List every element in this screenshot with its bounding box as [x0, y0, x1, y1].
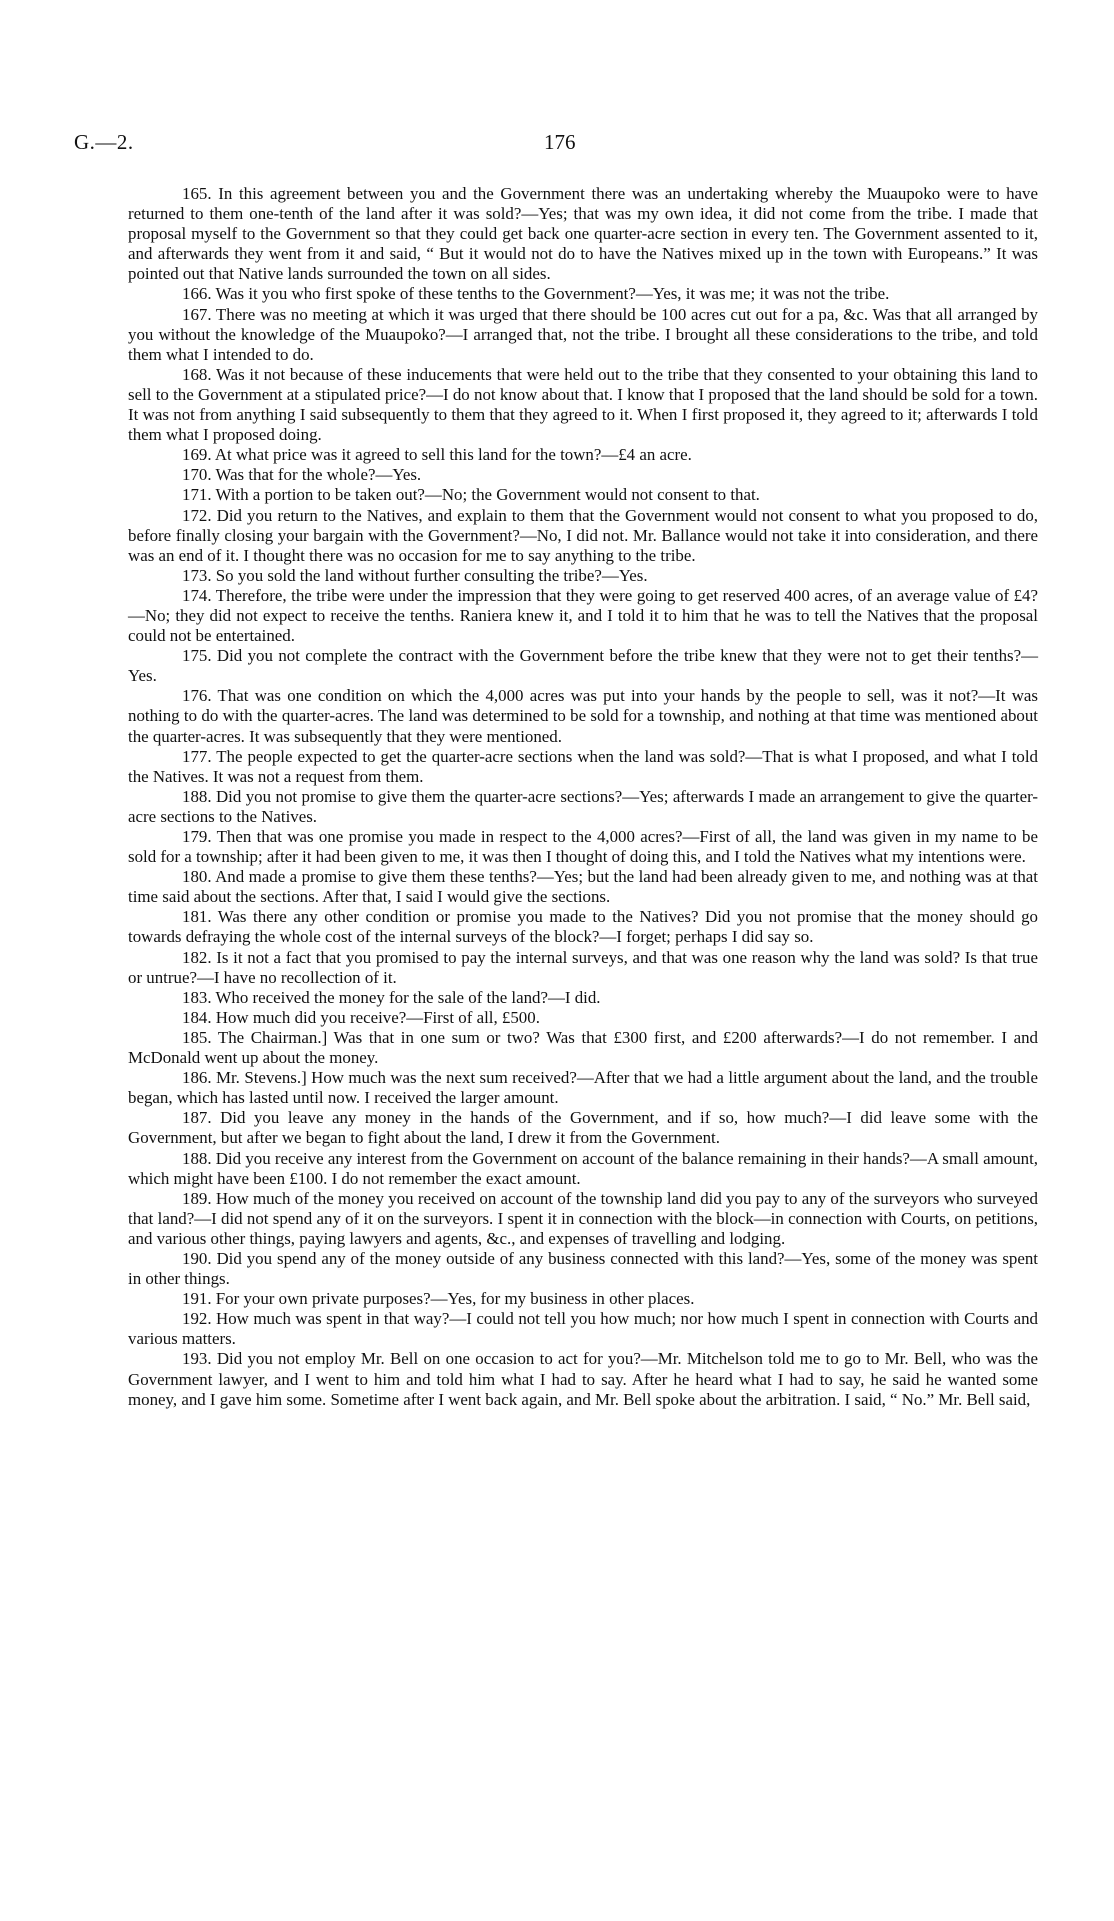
question-192: 192. How much was spent in that way?—I could not tell you how much; nor how much I spent in connection with Courts and various matters.: [128, 1309, 1038, 1349]
page-header: [74, 130, 1034, 162]
question-181: 181. Was there any other condition or promise you made to the Natives? Did you not promise that the money should go towards defraying the whole cost of the internal surveys of the block?—I forget; perhaps I did say so.: [128, 907, 1038, 947]
question-193: 193. Did you not employ Mr. Bell on one occasion to act for you?—Mr. Mitchelson told me to go to Mr. Bell, who was the Government lawyer, and I went to him and told him what I had to say. After he heard what I had to say, he said he wanted some money, and I gave him some. Sometime after I went back again, and Mr. Bell spoke about the arbitration. I said, “ No.” Mr. Bell said,: [128, 1349, 1038, 1409]
question-186: 186. Mr. Stevens.] How much was the next sum received?—After that we had a little argument about the land, and the trouble began, which has lasted until now. I received the larger amount.: [128, 1068, 1038, 1108]
question-184: 184. How much did you receive?—First of all, £500.: [182, 1007, 540, 1027]
question-167: 167. There was no meeting at which it was urged that there should be 100 acres cut out for a pa, &c. Was that all arranged by you without the knowledge of the Muaupoko?—I arranged that, not the tribe. I brought all these considerations to the tribe, and told them what I intended to do.: [128, 304, 1038, 364]
question-179: 179. Then that was one promise you made in respect to the 4,000 acres?—First of all, the land was given in my name to be sold for a township; after it had been given to me, it was then I thought of doing this, and I told the Natives what my intentions were.: [128, 827, 1038, 867]
page-number: 176: [544, 130, 576, 154]
question-173: 173. So you sold the land without further consulting the tribe?—Yes.: [182, 565, 648, 585]
question-178: 188. Did you not promise to give them the quarter-acre sections?—Yes; afterwards I made an arrangement to give the quarter-acre sections to the Natives.: [128, 786, 1038, 826]
question-189: 189. How much of the money you received on account of the township land did you pay to any of the surveyors who surveyed that land?—I did not spend any of it on the surveyors. I spent it in connection with the block—in connection with Courts, on petitions, and various other things, paying lawyers and agents, &c., and expenses of travelling and lodging.: [128, 1188, 1038, 1248]
question-168: 168. Was it not because of these inducements that were held out to the tribe that they consented to your obtaining this land to sell to the Government at a stipulated price?—I do not know about that. I know that I proposed that the land should be sold for a town. It was not from anything I said subsequently to them that they agreed to it. When I first proposed it, they agreed to it; afterwards I told them what I proposed doing.: [128, 364, 1038, 445]
question-176: 176. That was one condition on which the 4,000 acres was put into your hands by the people to sell, was it not?—It was nothing to do with the quarter-acres. The land was determined to be sold for a township, and nothing at that time was mentioned about the quarter-acres. It was subsequently that they were mentioned.: [128, 686, 1038, 746]
question-183: 183. Who received the money for the sale of the land?—I did.: [182, 987, 601, 1007]
question-171: 171. With a portion to be taken out?—No; the Government would not consent to that.: [182, 485, 760, 505]
question-170: 170. Was that for the whole?—Yes.: [182, 465, 422, 485]
question-180: 180. And made a promise to give them these tenths?—Yes; but the land had been already given to me, and nothing was at that time said about the sections. After that, I said I would give the sections.: [128, 867, 1038, 907]
question-182: 182. Is it not a fact that you promised to pay the internal surveys, and that was one reason why the land was sold? Is that true or untrue?—I have no recollection of it.: [128, 947, 1038, 987]
question-175: 175. Did you not complete the contract with the Government before the tribe knew that they were not to get their tenths?—Yes.: [128, 646, 1038, 686]
question-190: 190. Did you spend any of the money outside of any business connected with this land?—Yes, some of the money was spent in other things.: [128, 1248, 1038, 1289]
question-166: 166. Was it you who first spoke of these tenths to the Government?—Yes, it was me; it was not the tribe.: [182, 284, 890, 304]
question-174: 174. Therefore, the tribe were under the impression that they were going to get reserved 400 acres, of an average value of £4?—No; they did not expect to receive the tenths. Raniera knew it, and I told it to him that he was to tell the Natives that the proposal could not be entertained.: [128, 585, 1038, 646]
question-187: 187. Did you leave any money in the hands of the Government, and if so, how much?—I did leave some with the Government, but after we began to fight about the land, I drew it from the Government.: [128, 1108, 1038, 1148]
parliamentary-paper-reference: G.—2.: [74, 130, 134, 154]
question-188: 188. Did you receive any interest from the Government on account of the balance remaining in their hands?—A small amount, which might have been £100. I do not remember the exact amount.: [128, 1148, 1039, 1188]
question-177: 177. The people expected to get the quarter-acre sections when the land was sold?—That is what I proposed, and what I told the Natives. It was not a request from them.: [128, 746, 1038, 786]
question-172: 172. Did you return to the Natives, and explain to them that the Government would not consent to what you proposed to do, before finally closing your bargain with the Government?—No, I did not. Mr. Ballance would not take it into consideration, and there was an end of it. I thought there was no occasion for me to say anything to the tribe.: [128, 505, 1038, 565]
question-191: 191. For your own private purposes?—Yes, for my business in other places.: [182, 1289, 695, 1309]
question-185: 185. The Chairman.] Was that in one sum or two? Was that £300 first, and £200 afterwards?—I do not remember. I and McDonald went up about the money.: [128, 1027, 1038, 1068]
testimony-body: [128, 184, 1038, 1410]
question-169: 169. At what price was it agreed to sell this land for the town?—£4 an acre.: [182, 445, 692, 465]
question-165: 165. In this agreement between you and the Government there was an undertaking whereby the Muaupoko were to have returned to them one-tenth of the land after it was sold?—Yes; that was my own idea, it did not come from the tribe. I made that proposal myself to the Government so that they could get back one quarter-acre section in every ten. The Government assented to it, and afterwards they went from it and said, “ But it would not do to have the Natives mixed up in the town with Europeans.” It was pointed out that Native lands surrounded the town on all sides.: [128, 184, 1038, 284]
